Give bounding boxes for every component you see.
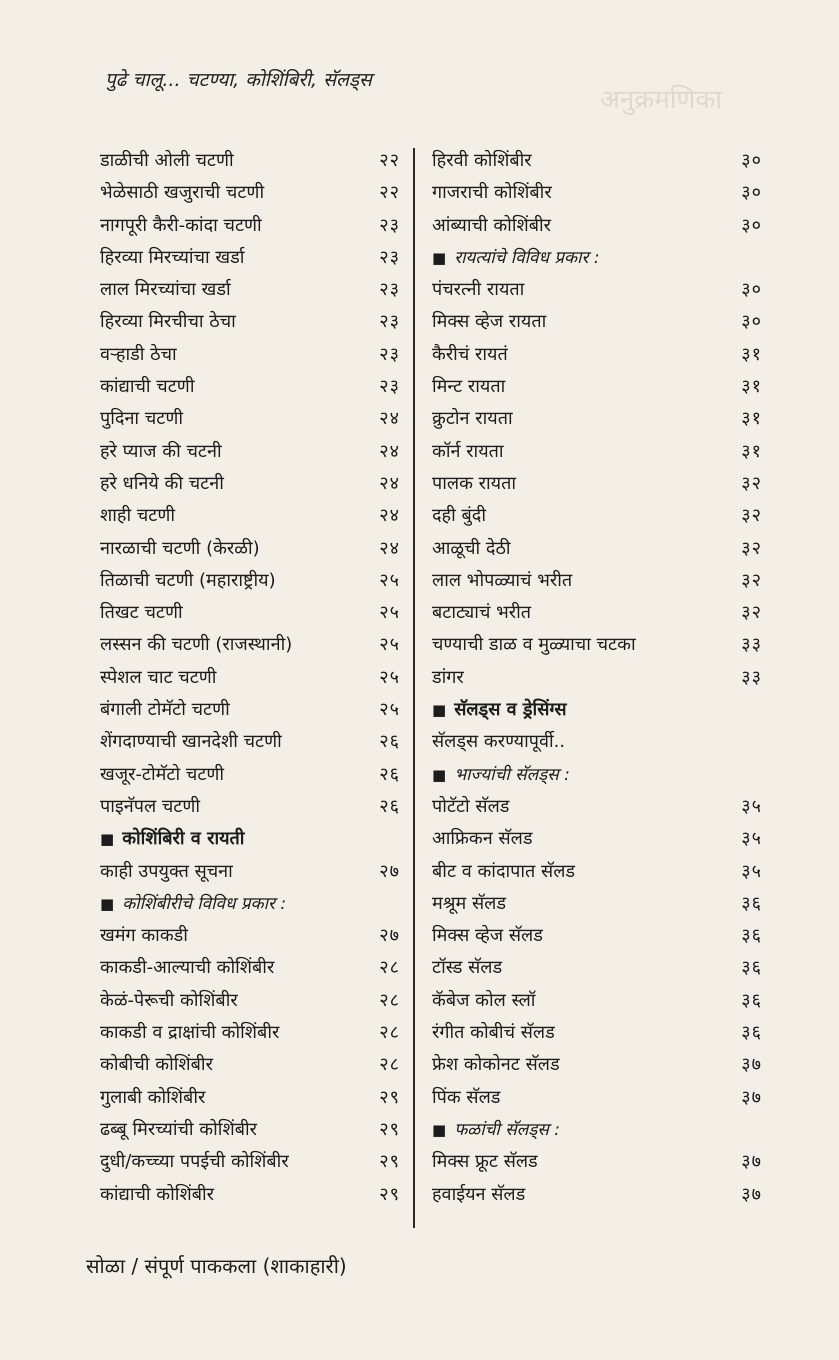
- toc-right-column: [432, 145, 762, 1211]
- toc-entry-title: आंब्याची कोशिंबीर: [432, 214, 552, 236]
- toc-entry-page: २८: [379, 1054, 400, 1076]
- toc-entry-title: लाल मिरच्यांचा खर्डा: [100, 279, 231, 301]
- toc-entry-title: हरे धनिये की चटनी: [100, 472, 224, 494]
- toc-entry: [100, 210, 400, 242]
- toc-entry: [432, 1146, 762, 1178]
- toc-entry: [100, 274, 400, 306]
- toc-entry: [100, 985, 400, 1017]
- toc-entry-page: ३०: [741, 150, 762, 171]
- toc-entry-page: २९: [379, 1151, 400, 1173]
- toc-entry-title: शेंगदाण्याची खानदेशी चटणी: [100, 731, 282, 753]
- toc-entry: [100, 306, 400, 338]
- toc-entry-page: २३: [379, 376, 400, 398]
- toc-entry-title: चण्याची डाळ व मुळ्याचा चटका: [432, 634, 636, 656]
- toc-entry: [432, 888, 762, 920]
- toc-entry: [432, 403, 762, 435]
- toc-entry: [100, 500, 400, 532]
- toc-entry-page: २४: [379, 505, 400, 527]
- toc-entry-title: पोटॅटो सॅलड: [432, 795, 510, 817]
- toc-entry-title: बटाट्याचं भरीत: [432, 602, 532, 624]
- toc-entry: [100, 1049, 400, 1081]
- toc-entry: [100, 565, 400, 597]
- toc-entry-title: पिंक सॅलड: [432, 1086, 501, 1108]
- toc-entry-title: नागपूरी कैरी-कांदा चटणी: [100, 214, 262, 236]
- toc-entry-page: २३: [379, 279, 400, 301]
- toc-entry-title: मिक्स फ्रूट सॅलड: [432, 1151, 538, 1173]
- toc-entry-title: दही बुंदी: [432, 505, 486, 527]
- running-head: पुढे चालू... चटण्या, कोशिंबिरी, सॅलड्स: [105, 69, 372, 91]
- toc-entry: [100, 952, 400, 984]
- toc-entry: [432, 371, 762, 403]
- toc-entry-page: ३२: [741, 537, 762, 559]
- toc-entry-page: २४: [379, 537, 400, 559]
- toc-entry-title: पंचरत्नी रायता: [432, 279, 525, 301]
- toc-entry: [432, 177, 762, 209]
- toc-entry: [432, 952, 762, 984]
- toc-entry-title: हरे प्याज की चटनी: [100, 440, 222, 462]
- toc-entry-title: मिन्ट रायता: [432, 376, 506, 398]
- toc-entry-page: ३७: [741, 1151, 762, 1173]
- toc-entry-title: वऱ्हाडी ठेचा: [100, 343, 177, 365]
- toc-entry-page: ३२: [741, 569, 762, 591]
- toc-entry-page: २९: [379, 1183, 400, 1205]
- toc-entry-title: खमंग काकडी: [100, 925, 188, 947]
- toc-entry: [100, 597, 400, 629]
- toc-entry-title: ढब्बू मिरच्यांची कोशिंबीर: [100, 1118, 257, 1140]
- toc-entry-title: काकडी-आल्याची कोशिंबीर: [100, 957, 275, 979]
- section-subheading: [100, 888, 400, 920]
- toc-entry-page: ३६: [741, 957, 762, 979]
- toc-entry: [432, 791, 762, 823]
- toc-entry-page: २२: [379, 182, 400, 204]
- toc-entry-page: ३०: [741, 214, 762, 236]
- toc-entry-title: फ्रेश कोकोनट सॅलड: [432, 1054, 560, 1076]
- toc-entry-title: शाही चटणी: [100, 505, 176, 527]
- section-title: कोशिंबिरी व रायती: [122, 828, 245, 850]
- toc-entry-page: २५: [379, 666, 400, 688]
- toc-entry-title: हिरवी कोशिंबीर: [432, 150, 532, 171]
- toc-entry-title: भेळेसाठी खजुराची चटणी: [100, 182, 265, 204]
- toc-entry-page: ३५: [741, 860, 762, 882]
- toc-entry: [432, 823, 762, 855]
- toc-entry-page: ३७: [741, 1086, 762, 1108]
- toc-entry: [432, 597, 762, 629]
- toc-entry: [432, 274, 762, 306]
- toc-entry: [432, 210, 762, 242]
- toc-entry-title: कैरीचं रायतं: [432, 343, 508, 365]
- toc-entry-page: २५: [379, 569, 400, 591]
- toc-entry: [432, 500, 762, 532]
- toc-entry: [100, 662, 400, 694]
- toc-entry: [100, 694, 400, 726]
- toc-entry-title: मश्रूम सॅलड: [432, 892, 506, 914]
- toc-entry-page: २३: [379, 246, 400, 268]
- toc-entry-title: टॉस्ड सॅलड: [432, 957, 503, 979]
- toc-entry: [100, 242, 400, 274]
- toc-entry-page: ३६: [741, 1022, 762, 1044]
- toc-entry-title: पालक रायता: [432, 472, 517, 494]
- toc-entry-title: पुदिना चटणी: [100, 408, 183, 430]
- section-title: सॅलड्स व ड्रेसिंग्स: [454, 699, 567, 721]
- toc-entry-page: २८: [379, 1022, 400, 1044]
- toc-entry-page: २७: [379, 860, 400, 882]
- toc-entry: [100, 339, 400, 371]
- toc-entry: [100, 436, 400, 468]
- toc-entry-page: २६: [379, 731, 400, 753]
- toc-entry-page: ३३: [741, 666, 762, 688]
- square-bullet-icon: ■: [432, 248, 447, 267]
- toc-entry-title: लाल भोपळ्याचं भरीत: [432, 569, 573, 591]
- toc-entry-page: ३६: [741, 892, 762, 914]
- toc-note: सॅलड्स करण्यापूर्वी..: [432, 731, 566, 753]
- section-title: भाज्यांची सॅलड्स :: [454, 764, 570, 785]
- toc-entry-page: ३०: [741, 182, 762, 204]
- toc-entry-page: २९: [379, 1086, 400, 1108]
- toc-entry-title: हिरव्या मिरचीचा ठेचा: [100, 311, 236, 333]
- toc-entry: [100, 1146, 400, 1178]
- section-subheading: [432, 242, 762, 274]
- column-divider: [413, 148, 415, 1228]
- toc-entry: [100, 1082, 400, 1114]
- square-bullet-icon: ■: [432, 765, 447, 784]
- toc-entry: [432, 1082, 762, 1114]
- toc-entry-title: कांद्याची चटणी: [100, 376, 195, 398]
- toc-entry-title: पाइनॅपल चटणी: [100, 795, 201, 817]
- toc-entry: [432, 339, 762, 371]
- toc-entry: [432, 985, 762, 1017]
- toc-entry-title: गाजराची कोशिंबीर: [432, 182, 552, 204]
- square-bullet-icon: ■: [432, 1120, 447, 1139]
- section-title: फळांची सॅलड्स :: [454, 1119, 560, 1140]
- toc-entry-title: काही उपयुक्त सूचना: [100, 860, 233, 882]
- toc-entry: [432, 629, 762, 661]
- toc-entry-title: तिखट चटणी: [100, 602, 183, 624]
- toc-entry: [432, 1017, 762, 1049]
- toc-entry: [432, 856, 762, 888]
- toc-entry-title: काकडी व द्राक्षांची कोशिंबीर: [100, 1022, 280, 1044]
- toc-entry-page: २४: [379, 408, 400, 430]
- toc-entry-page: २४: [379, 472, 400, 494]
- section-subheading: [432, 1114, 762, 1146]
- toc-entry-title: कांद्याची कोशिंबीर: [100, 1183, 214, 1205]
- toc-entry-title: रंगीत कोबीचं सॅलड: [432, 1022, 555, 1044]
- toc-entry-page: २९: [379, 1118, 400, 1140]
- bleed-through-mark: अनुक्रमणिका: [600, 85, 723, 115]
- square-bullet-icon: ■: [100, 894, 115, 913]
- toc-entry: [432, 145, 762, 177]
- toc-entry: [100, 726, 400, 758]
- toc-entry-title: मिक्स व्हेज रायता: [432, 311, 547, 333]
- toc-entry: [100, 403, 400, 435]
- toc-entry-page: २३: [379, 214, 400, 236]
- toc-entry-page: ३७: [741, 1183, 762, 1205]
- square-bullet-icon: ■: [432, 701, 447, 720]
- page-footer: सोळा / संपूर्ण पाककला (शाकाहारी): [86, 1254, 347, 1278]
- toc-entry: [432, 306, 762, 338]
- toc-entry-title: स्पेशल चाट चटणी: [100, 666, 217, 688]
- toc-entry-title: केळं-पेरूची कोशिंबीर: [100, 989, 238, 1011]
- toc-entry-page: ३१: [741, 376, 762, 398]
- toc-entry-title: क्रुटोन रायता: [432, 408, 513, 430]
- toc-entry-title: कॉर्न रायता: [432, 440, 504, 462]
- toc-entry-page: ३०: [741, 311, 762, 333]
- toc-entry-page: ३७: [741, 1054, 762, 1076]
- toc-entry: [100, 468, 400, 500]
- toc-entry-page: ३१: [741, 440, 762, 462]
- toc-entry: [100, 1017, 400, 1049]
- toc-entry-page: ३५: [741, 828, 762, 850]
- toc-entry: [100, 371, 400, 403]
- toc-entry-title: मिक्स व्हेज सॅलड: [432, 925, 543, 947]
- toc-entry: [100, 177, 400, 209]
- toc-entry-page: २३: [379, 343, 400, 365]
- toc-entry: [432, 1049, 762, 1081]
- toc-entry: [432, 533, 762, 565]
- toc-entry-page: ३३: [741, 634, 762, 656]
- toc-entry: [100, 629, 400, 661]
- toc-entry-page: २६: [379, 763, 400, 785]
- toc-entry-title: दुधी/कच्च्या पपईची कोशिंबीर: [100, 1151, 289, 1173]
- toc-entry-page: ३५: [741, 795, 762, 817]
- toc-entry: [432, 436, 762, 468]
- toc-entry-title: आफ्रिकन सॅलड: [432, 828, 533, 850]
- toc-entry-title: नारळाची चटणी (केरळी): [100, 537, 260, 559]
- toc-entry-title: डांगर: [432, 666, 464, 688]
- toc-entry: [100, 920, 400, 952]
- toc-entry: [432, 565, 762, 597]
- toc-entry-title: हवाईयन सॅलड: [432, 1183, 526, 1205]
- toc-entry: [100, 1114, 400, 1146]
- toc-entry-page: ३२: [741, 602, 762, 624]
- toc-entry: [100, 145, 400, 177]
- toc-entry-title: तिळाची चटणी (महाराष्ट्रीय): [100, 569, 276, 591]
- toc-entry-title: कोबीची कोशिंबीर: [100, 1054, 213, 1076]
- toc-entry-page: २२: [379, 150, 400, 171]
- toc-entry-page: ३०: [741, 279, 762, 301]
- toc-entry-page: ३१: [741, 343, 762, 365]
- section-heading: [100, 823, 400, 855]
- toc-entry-page: २५: [379, 699, 400, 721]
- toc-entry: [432, 662, 762, 694]
- toc-entry-page: २७: [379, 925, 400, 947]
- toc-entry: [100, 1179, 400, 1211]
- toc-entry-title: हिरव्या मिरच्यांचा खर्डा: [100, 246, 245, 268]
- toc-entry-page: ३२: [741, 472, 762, 494]
- toc-entry-page: २६: [379, 795, 400, 817]
- section-heading: [432, 694, 762, 726]
- toc-entry: [100, 759, 400, 791]
- toc-entry: [432, 1179, 762, 1211]
- toc-entry-title: कॅबेज कोल स्लॉ: [432, 989, 536, 1011]
- section-title: रायत्यांचे विविध प्रकार :: [454, 247, 600, 268]
- toc-entry-title: बंगाली टोमॅटो चटणी: [100, 699, 230, 721]
- toc-entry-title: डाळीची ओली चटणी: [100, 150, 234, 171]
- toc-entry-title: लस्सन की चटणी (राजस्थानी): [100, 634, 293, 656]
- square-bullet-icon: ■: [100, 830, 115, 849]
- toc-entry-page: ३२: [741, 505, 762, 527]
- toc-entry: [100, 856, 400, 888]
- toc-entry: [432, 468, 762, 500]
- toc-entry: [100, 791, 400, 823]
- toc-entry-title: आळूची देठी: [432, 537, 511, 559]
- toc-entry-page: २५: [379, 634, 400, 656]
- toc-left-column: [100, 145, 400, 1211]
- toc-entry-page: २३: [379, 311, 400, 333]
- toc-entry: [100, 533, 400, 565]
- toc-entry-title: बीट व कांदापात सॅलड: [432, 860, 576, 882]
- toc-entry-page: ३६: [741, 925, 762, 947]
- toc-entry-page: २५: [379, 602, 400, 624]
- toc-entry-title: खजूर-टोमॅटो चटणी: [100, 763, 225, 785]
- section-title: कोशिंबीरीचे विविध प्रकार :: [122, 893, 287, 914]
- toc-entry: [432, 920, 762, 952]
- toc-entry-page: २८: [379, 989, 400, 1011]
- toc-entry-page: ३१: [741, 408, 762, 430]
- section-subheading: [432, 759, 762, 791]
- toc-entry-page: २४: [379, 440, 400, 462]
- toc-entry-page: ३६: [741, 989, 762, 1011]
- toc-entry-title: गुलाबी कोशिंबीर: [100, 1086, 206, 1108]
- toc-entry-page: २८: [379, 957, 400, 979]
